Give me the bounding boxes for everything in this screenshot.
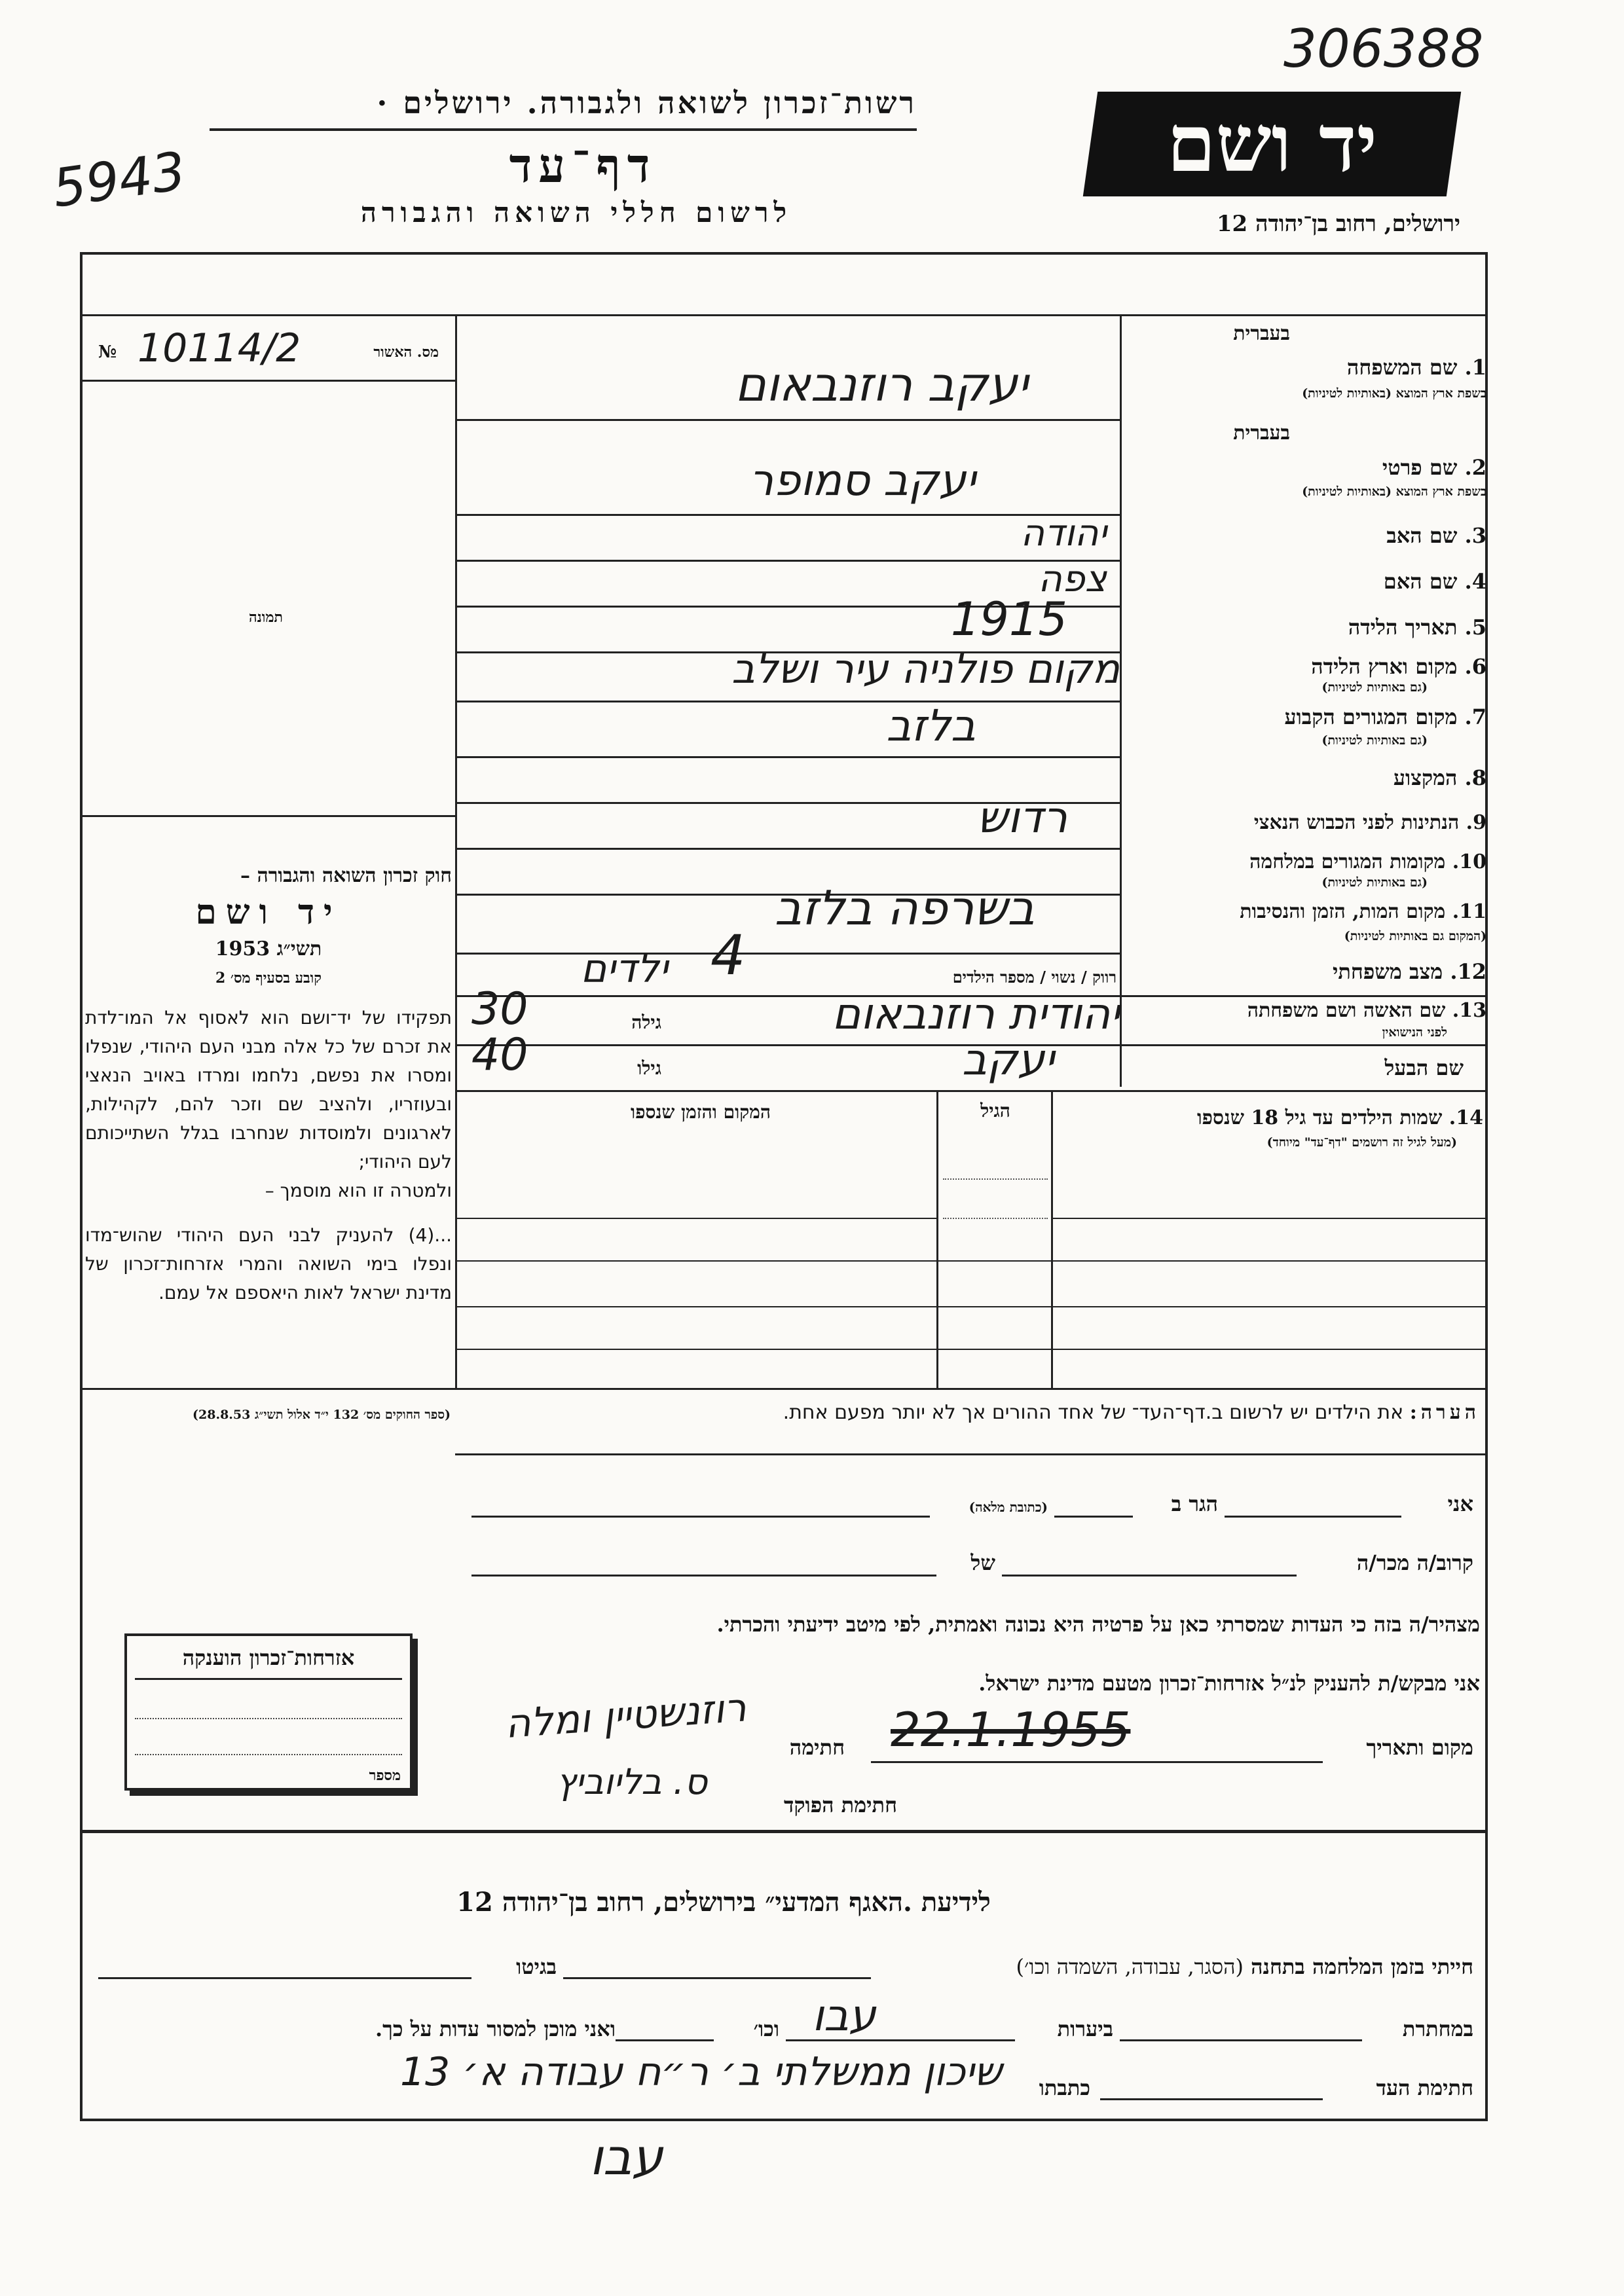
field-mother-name-num: 4. [1464, 569, 1486, 594]
field-birth-date [1123, 606, 1486, 651]
children-sub: (מעל לגיל זה רושמים "דף־עד" מיוחד) [1266, 1135, 1457, 1150]
husband-age-label: גילו [637, 1057, 661, 1079]
field-father-name-text: שם האב [1386, 523, 1458, 548]
of-line[interactable] [471, 1575, 936, 1576]
field-father-name [1123, 514, 1486, 560]
field-war-residence [1123, 848, 1486, 894]
field-birth-place-num: 6. [1464, 654, 1486, 679]
field-citizenship [1123, 802, 1486, 848]
ready-text: ואני מוכן למסור עדות על כך. [375, 2016, 616, 2041]
field-wife-label [1123, 999, 1486, 1022]
field-death-label [1123, 900, 1486, 923]
field-profession-num: 8. [1464, 765, 1486, 790]
officer-value[interactable]: ס. בליוביץ [556, 1761, 707, 1802]
husband-label: שם הבעל [1384, 1055, 1464, 1080]
field-residence-label [1123, 704, 1486, 729]
children-count[interactable]: 4 [710, 923, 746, 987]
form-subtitle: לרשום חללי השואה והגבורה [360, 196, 792, 228]
field-first-name [1123, 419, 1486, 517]
law-year: תשי״ג 1953 [215, 938, 322, 960]
field-citizenship-num: 9. [1466, 811, 1486, 834]
field-residence [1123, 701, 1486, 756]
info-title: לידיעת .האגף המדעי״ בירושלים, רחוב בן־יהודה 12 [456, 1887, 991, 1918]
declaration-statement: מצהיר/ה בזה כי העדות שמסרתי כאן על פרטיה היא נכונה ואמתית, לפי מיטב ידיעתי והכרתי. [716, 1612, 1480, 1637]
field-residence-num: 7. [1464, 704, 1486, 729]
field-first-name-sub: בשפת ארץ המוצא (באותיות לטיניות) [1302, 484, 1486, 499]
law-name: יד ושם [195, 892, 342, 932]
signature-label: חתימה [789, 1735, 845, 1760]
field-citizenship-value[interactable]: רדוש [976, 792, 1067, 843]
field-mother-name-label [1123, 569, 1486, 594]
field-death-num: 11. [1452, 900, 1486, 923]
field-marital-label [1123, 959, 1486, 984]
wife-age-label: גילה [631, 1011, 661, 1033]
forests-label: ביערות [1057, 2016, 1113, 2041]
field-residence-sub: (גם באותיות לטיניות) [1321, 733, 1428, 748]
field-family-name-lang: בעברית [1233, 322, 1290, 345]
children-text: שמות הילדים עד גיל 18 שנספו [1196, 1106, 1443, 1129]
field-residence-value[interactable]: בלזב [886, 701, 976, 751]
field-family-name-label [1123, 355, 1486, 380]
law-text-2: ...(4) להעניק לבני העם היהודי שהוש־מדו ונפלו בימי השואה והמרי אזרחות־זכרון של מדינת ישראל לאות היאספם אל עמם. [85, 1224, 452, 1303]
approval-number [92, 325, 445, 371]
approval-symbol: № [98, 342, 117, 362]
field-birth-place-sub: (גם באותיות לטיניות) [1321, 680, 1428, 695]
field-war-residence-num: 10. [1452, 850, 1486, 873]
field-first-name-text: שם פרטי [1382, 455, 1458, 480]
officer-label: חתימת הפוקד [784, 1793, 897, 1817]
bottom-note: עבו [589, 2128, 663, 2186]
field-birth-date-num: 5. [1464, 615, 1486, 640]
law-text-1: תפקידו של יד־ושם הוא לאסוף אל המו־לדת את זכרם של כל אלה מבני העם היהודי, שנפלו ומסרו את נפשם, נלחמו ומרדו באויב הנאצי ובעוזריו, ולהציב שם וזכר להם, לקהילות, לארגונים ולמוסדות שנחרבו בגלל השתייכותם לעם היהודי; [85, 1007, 452, 1173]
citizenship-box-number-label: מספר [369, 1767, 401, 1784]
note [458, 1401, 1480, 1424]
field-first-name-num: 2. [1464, 455, 1486, 480]
photo-label: תמונה [249, 609, 283, 626]
address-label: כתבתו [1039, 2075, 1090, 2100]
husband-name-value[interactable]: יעקב [961, 1034, 1054, 1085]
logo-text: יד ושם [1166, 98, 1378, 190]
field-death [1123, 894, 1486, 953]
field-family-name-value[interactable]: יעקב רוזנבאום [735, 357, 1028, 412]
field-birth-date-label [1123, 615, 1486, 640]
law-title: חוק זכרון השואה והגבורה – [240, 864, 452, 887]
approval-label: מס. האשור [373, 344, 439, 361]
relative-line[interactable] [1002, 1575, 1297, 1576]
citizenship-box-title: אזרחות־זכרון הוענקה [182, 1645, 355, 1670]
signature-value[interactable]: רוזנשטיין ומלה [503, 1685, 748, 1747]
field-family-name [1123, 321, 1486, 419]
note-text: את הילדים יש לרשום ב.דף־העד־ של אחד ההורים אך לא יותר מפעם אחת. [783, 1401, 1404, 1424]
field-first-name-value[interactable]: יעקב סמופר [748, 455, 976, 505]
law-citation: (ספר החוקים מס׳ 132 י״ד אלול תשי״ג 28.8.53) [193, 1408, 451, 1422]
field-citizenship-label [1123, 811, 1486, 834]
field-birth-place-label [1123, 654, 1486, 679]
field-residence-text: מקום המגורים הקבוע [1284, 704, 1458, 729]
form-title: דף־עד [509, 137, 657, 193]
field-mother-name [1123, 560, 1486, 606]
field-war-residence-text: מקומות המגורים במלחמה [1249, 850, 1446, 873]
field-death-text: מקום המות, הזמן והנסיבות [1240, 900, 1446, 923]
field-mother-name-text: שם האם [1383, 569, 1458, 594]
approval-value: 10114/2 [138, 325, 301, 371]
war-period-text: חייתי בזמן המלחמה בתחנה [1251, 1954, 1473, 1979]
field-first-name-label [1123, 455, 1486, 480]
field-father-name-value[interactable]: יהודה [1020, 512, 1107, 555]
field-birth-place-text: מקום וארץ הלידה [1311, 654, 1458, 679]
law-box [85, 864, 452, 1307]
field-birth-date-value[interactable]: 1915 [950, 592, 1067, 646]
field-first-name-lang: בעברית [1233, 422, 1290, 445]
field-marital-value[interactable]: ילדים [580, 946, 668, 992]
of-label: של [970, 1550, 995, 1575]
witness-address-value[interactable]: שיכון ממשלתי ב׳ ר״ח עבודה א׳ 13 [399, 2049, 1002, 2095]
etc-value[interactable]: עבו [812, 1990, 876, 2041]
declaration-request: אני מבקש/ת להעניק לנ״ל אזרחות־זכרון מטעם מדינת ישראל. [978, 1671, 1480, 1696]
field-wife-num: 13. [1452, 999, 1486, 1022]
field-father-name-label [1123, 523, 1486, 548]
full-address-hint: (כתובת מלאה) [969, 1499, 1048, 1515]
field-marital-text: מצב משפחתי [1333, 959, 1443, 984]
address: ירושלים, רחוב בן־יהודה 12 [1216, 211, 1460, 237]
camp-label: במחתרת [1402, 2016, 1473, 2041]
war-period-label [884, 1954, 1473, 1979]
field-citizenship-text: הנתינות לפני הכבוש הנאצי [1253, 811, 1460, 834]
place-date-value[interactable]: 22.1.1955 [891, 1702, 1131, 1757]
field-birth-place-value[interactable]: מקום פולניה עיר ושלב [731, 645, 1120, 693]
relative-label: קרוב/ה מכר/ה [1356, 1550, 1473, 1575]
children-age-header: הגיל [980, 1100, 1010, 1121]
field-father-name-num: 3. [1464, 523, 1486, 548]
authority-line: רשות־זכרון לשואה ולגבורה. ירושלים · [377, 85, 917, 120]
children-label [1058, 1106, 1483, 1129]
field-wife [1123, 995, 1486, 1044]
wife-age-value[interactable]: 30 [471, 983, 528, 1035]
war-period-sub: (הסגר, עבודה, השמדה וכו׳) [1016, 1954, 1244, 1979]
yad-vashem-logo [1083, 92, 1461, 196]
i-name-line[interactable] [1225, 1516, 1401, 1518]
field-marital [1123, 953, 1486, 995]
field-wife-text: שם האשה ושם משפחתה [1247, 999, 1446, 1022]
address-line[interactable] [471, 1516, 930, 1518]
field-death-sub: (המקום גם באותיות לטיניות) [1344, 929, 1486, 943]
etc-label: וכו׳ [753, 2016, 779, 2041]
archive-number: 306388 [1283, 18, 1484, 79]
law-text-1-end: ולמטרה זו הוא מוסמך – [265, 1180, 452, 1201]
wife-name-value[interactable]: יהודית רוזנבאום [832, 989, 1120, 1039]
field-death-value[interactable]: בשרפה בלזב [774, 881, 1035, 936]
field-profession-text: המקצוע [1393, 765, 1458, 790]
field-marital-num: 12. [1450, 959, 1486, 984]
field-family-name-text: שם המשפחה [1346, 355, 1458, 380]
children-header [1058, 1100, 1483, 1172]
children-place-header: המקום והזמן שנספו [631, 1101, 771, 1123]
i-label: אני [1447, 1491, 1473, 1516]
marital-options: רווק / נשוי / מספר הילדים [952, 968, 1116, 987]
field-birth-date-text: תאריך הלידה [1348, 615, 1458, 640]
law-section: קובע בסעיף מס׳ 2 [215, 970, 322, 987]
field-war-residence-sub: (גם באותיות לטיניות) [1321, 875, 1428, 890]
field-wife-sub: לפני הנישואין [1382, 1025, 1447, 1040]
children-num: 14. [1449, 1106, 1483, 1129]
field-profession-label [1123, 765, 1486, 790]
place-date-label: מקום ותאריך [1366, 1735, 1473, 1760]
husband-age-value[interactable]: 40 [471, 1029, 528, 1081]
form-number: 5943 [48, 140, 190, 219]
note-label: הערה: [1409, 1401, 1480, 1424]
field-profession [1123, 756, 1486, 802]
field-birth-place [1123, 651, 1486, 701]
field-war-residence-label [1123, 850, 1486, 873]
field-mother-name-value[interactable]: צפה [1038, 558, 1107, 600]
witness-sig-label: חתימת העד [1376, 2075, 1473, 2100]
ghetto-label: בגיטו [516, 1954, 557, 1979]
citizenship-box [124, 1633, 413, 1791]
field-family-name-num: 1. [1464, 355, 1486, 380]
resident-label: הגר ב [1171, 1491, 1218, 1516]
field-family-name-sub: בשפת ארץ המוצא (באותיות לטיניות) [1302, 386, 1486, 401]
